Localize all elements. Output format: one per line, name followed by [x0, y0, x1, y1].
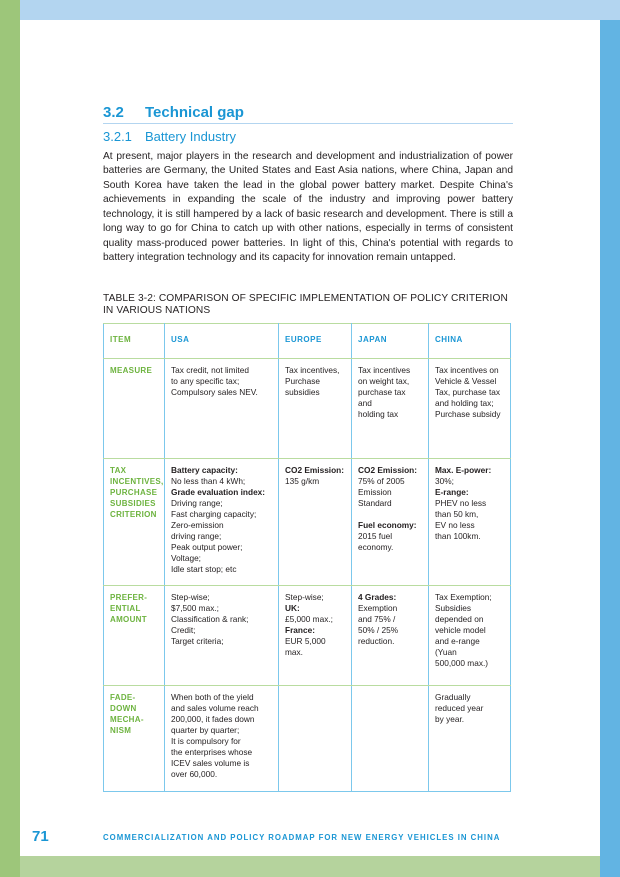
- cell-text: depended on: [435, 614, 484, 624]
- row-label-text: MECHA-: [110, 715, 144, 724]
- row-label-preferential-amount: [104, 586, 165, 686]
- cell-text: Compulsory sales NEV.: [171, 387, 258, 397]
- running-footer-title: COMMERCIALIZATION AND POLICY ROADMAP FOR NEW ENERGY VEHICLES IN CHINA: [103, 833, 501, 842]
- row-label-text: FADE-DOWN: [110, 693, 137, 713]
- column-header-europe: EUROPE: [279, 324, 352, 359]
- cell-text: purchase tax: [358, 387, 406, 397]
- cell-text: subsidies: [285, 387, 320, 397]
- cell-bold-label: 4 Grades:: [358, 592, 397, 602]
- row-label-criterion: [104, 459, 165, 586]
- cell-text: (Yuan: [435, 647, 457, 657]
- table-caption: [103, 293, 513, 316]
- cell-bold-label: France:: [285, 625, 315, 635]
- cell-text: and: [358, 398, 372, 408]
- table-row-criterion: [104, 459, 511, 586]
- cell-text: It is compulsory for: [171, 736, 241, 746]
- cell-text: Zero-emission: [171, 520, 224, 530]
- bottom-decorative-band: [0, 856, 600, 877]
- cell-fade-down-japan: [352, 686, 429, 792]
- cell-text: Peak output power;: [171, 542, 243, 552]
- table-row-preferential-amount: [104, 586, 511, 686]
- table-header-row: [104, 324, 511, 359]
- column-header-japan: JAPAN: [352, 324, 429, 359]
- cell-text: Classification & rank;: [171, 614, 249, 624]
- subsection-title: Battery Industry: [145, 129, 237, 144]
- table-row-measure: [104, 359, 511, 459]
- cell-text: Purchase subsidy: [435, 409, 501, 419]
- cell-text: Purchase: [285, 376, 321, 386]
- cell-bold-label: E-range:: [435, 487, 469, 497]
- table-row-fade-down: [104, 686, 511, 792]
- cell-text: £5,000 max.;: [285, 614, 333, 624]
- cell-criterion-europe: [279, 459, 352, 586]
- cell-text: driving range;: [171, 531, 222, 541]
- cell-text: 30%;: [435, 476, 454, 486]
- cell-fade-down-china: [429, 686, 511, 792]
- row-label-text: PREFER-: [110, 593, 148, 602]
- column-header-item: ITEM: [104, 324, 165, 359]
- row-label-text: ENTIAL: [110, 604, 141, 613]
- cell-text: holding tax: [358, 409, 399, 419]
- cell-criterion-usa: [165, 459, 279, 586]
- cell-bold-label: CO2 Emission:: [358, 465, 418, 475]
- cell-text: to any specific tax;: [171, 376, 240, 386]
- cell-text: Gradually: [435, 692, 471, 702]
- cell-text: 50% / 25%: [358, 625, 399, 635]
- cell-text: Driving range;: [171, 498, 223, 508]
- cell-measure-china: [429, 359, 511, 459]
- section-heading: [103, 104, 513, 124]
- cell-bold-label: Battery capacity:: [171, 465, 238, 475]
- cell-text: Idle start stop; etc: [171, 564, 237, 574]
- cell-fade-down-europe: [279, 686, 352, 792]
- bottom-left-corner: [0, 856, 20, 877]
- cell-text: by year.: [435, 714, 465, 724]
- cell-text: the enterprises whose: [171, 747, 253, 757]
- table-caption-line-2: IN VARIOUS NATIONS: [103, 304, 211, 316]
- cell-text: Subsidies: [435, 603, 471, 613]
- cell-text: vehicle model: [435, 625, 486, 635]
- cell-text: and 75% /: [358, 614, 396, 624]
- cell-text: Tax incentives,: [285, 365, 340, 375]
- cell-criterion-japan: [352, 459, 429, 586]
- cell-text: Tax credit, not limited: [171, 365, 249, 375]
- cell-text: economy.: [358, 542, 394, 552]
- cell-text: Fast charging capacity;: [171, 509, 257, 519]
- row-label-text: TAX: [110, 466, 127, 475]
- cell-measure-europe: [279, 359, 352, 459]
- section-title: Technical gap: [145, 104, 244, 121]
- column-header-usa: USA: [165, 324, 279, 359]
- cell-text: Voltage;: [171, 553, 201, 563]
- row-label-measure: [104, 359, 165, 459]
- row-label-text: MEASURE: [110, 366, 153, 375]
- cell-text: 135 g/km: [285, 476, 320, 486]
- cell-text: Credit;: [171, 625, 196, 635]
- section-number: 3.2: [103, 104, 124, 121]
- cell-bold-label: Max. E-power:: [435, 465, 492, 475]
- cell-fade-down-usa: [165, 686, 279, 792]
- cell-preferential-usa: [165, 586, 279, 686]
- cell-text: Target criteria;: [171, 636, 224, 646]
- cell-preferential-china: [429, 586, 511, 686]
- right-decorative-bar: [600, 20, 620, 877]
- cell-criterion-china: [429, 459, 511, 586]
- cell-text: 200,000, it fades down: [171, 714, 255, 724]
- row-label-text: SUBSIDIES: [110, 499, 156, 508]
- cell-bold-label: Fuel economy:: [358, 520, 417, 530]
- cell-preferential-japan: [352, 586, 429, 686]
- cell-text: EV no less: [435, 520, 475, 530]
- cell-preferential-europe: [279, 586, 352, 686]
- table-caption-line-1: TABLE 3-2: COMPARISON OF SPECIFIC IMPLEMENTATION OF POLICY CRITERION: [103, 293, 508, 304]
- cell-text: quarter by quarter;: [171, 725, 240, 735]
- cell-text: PHEV no less: [435, 498, 487, 508]
- row-label-text: AMOUNT: [110, 615, 147, 624]
- cell-text: Exemption: [358, 603, 398, 613]
- page-number: 71: [32, 828, 49, 845]
- cell-text: Tax incentives: [358, 365, 411, 375]
- left-decorative-bar: [0, 0, 20, 877]
- row-label-text: CRITERION: [110, 510, 157, 519]
- spacer: [358, 509, 423, 520]
- row-label-fade-down: [104, 686, 165, 792]
- cell-text: on weight tax,: [358, 376, 410, 386]
- row-label-text: NISM: [110, 726, 132, 735]
- cell-measure-japan: [352, 359, 429, 459]
- cell-text: Step-wise;: [171, 592, 210, 602]
- cell-text: max.: [285, 647, 303, 657]
- cell-measure-usa: [165, 359, 279, 459]
- cell-text: No less than 4 kWh;: [171, 476, 246, 486]
- subsection-heading: [103, 129, 236, 144]
- row-label-text: PURCHASE: [110, 488, 158, 497]
- cell-text: than 100km.: [435, 531, 481, 541]
- cell-bold-label: CO2 Emission:: [285, 465, 345, 475]
- cell-text: reduction.: [358, 636, 395, 646]
- column-header-china: CHINA: [429, 324, 511, 359]
- body-paragraph: At present, major players in the research and development and industrialization of power batteries are Germany, the United States and East Asia nations, where China, Japan and South Korea have taken the lead in the global power battery market. Despite China's achievements in expanding the scale of the industry and improving power battery technology, it is still hampered by a lack of basic research and development. There is still a long way to go for China to catch up with other nations, especially in terms of consistent quality mass-produced power batteries. In light of this, China's potential with regards to battery integration technology and its capacity for innovation remain untapped.: [103, 151, 513, 264]
- cell-text: Emission: [358, 487, 392, 497]
- cell-text: and holding tax;: [435, 398, 494, 408]
- subsection-number: 3.2.1: [103, 129, 132, 144]
- cell-text: Tax, purchase tax: [435, 387, 501, 397]
- cell-text: ICEV sales volume is: [171, 758, 250, 768]
- cell-text: 2015 fuel: [358, 531, 393, 541]
- cell-text: Tax incentives on: [435, 365, 499, 375]
- cell-text: Step-wise;: [285, 592, 324, 602]
- cell-text: than 50 km,: [435, 509, 479, 519]
- cell-text: over 60,000.: [171, 769, 218, 779]
- top-decorative-bar: [0, 0, 620, 20]
- cell-text: EUR 5,000: [285, 636, 326, 646]
- cell-text: Vehicle & Vessel: [435, 376, 497, 386]
- cell-text: 75% of 2005: [358, 476, 405, 486]
- cell-bold-label: UK:: [285, 603, 300, 613]
- policy-comparison-table: [103, 323, 511, 792]
- cell-text: Tax Exemption;: [435, 592, 492, 602]
- cell-text: Standard: [358, 498, 392, 508]
- cell-text: When both of the yield: [171, 692, 254, 702]
- row-label-text: INCENTIVES,: [110, 477, 164, 486]
- cell-text: and sales volume reach: [171, 703, 259, 713]
- cell-text: $7,500 max.;: [171, 603, 219, 613]
- cell-text: reduced year: [435, 703, 484, 713]
- cell-bold-label: Grade evaluation index:: [171, 487, 266, 497]
- cell-text: 500,000 max.): [435, 658, 489, 668]
- cell-text: and e-range: [435, 636, 480, 646]
